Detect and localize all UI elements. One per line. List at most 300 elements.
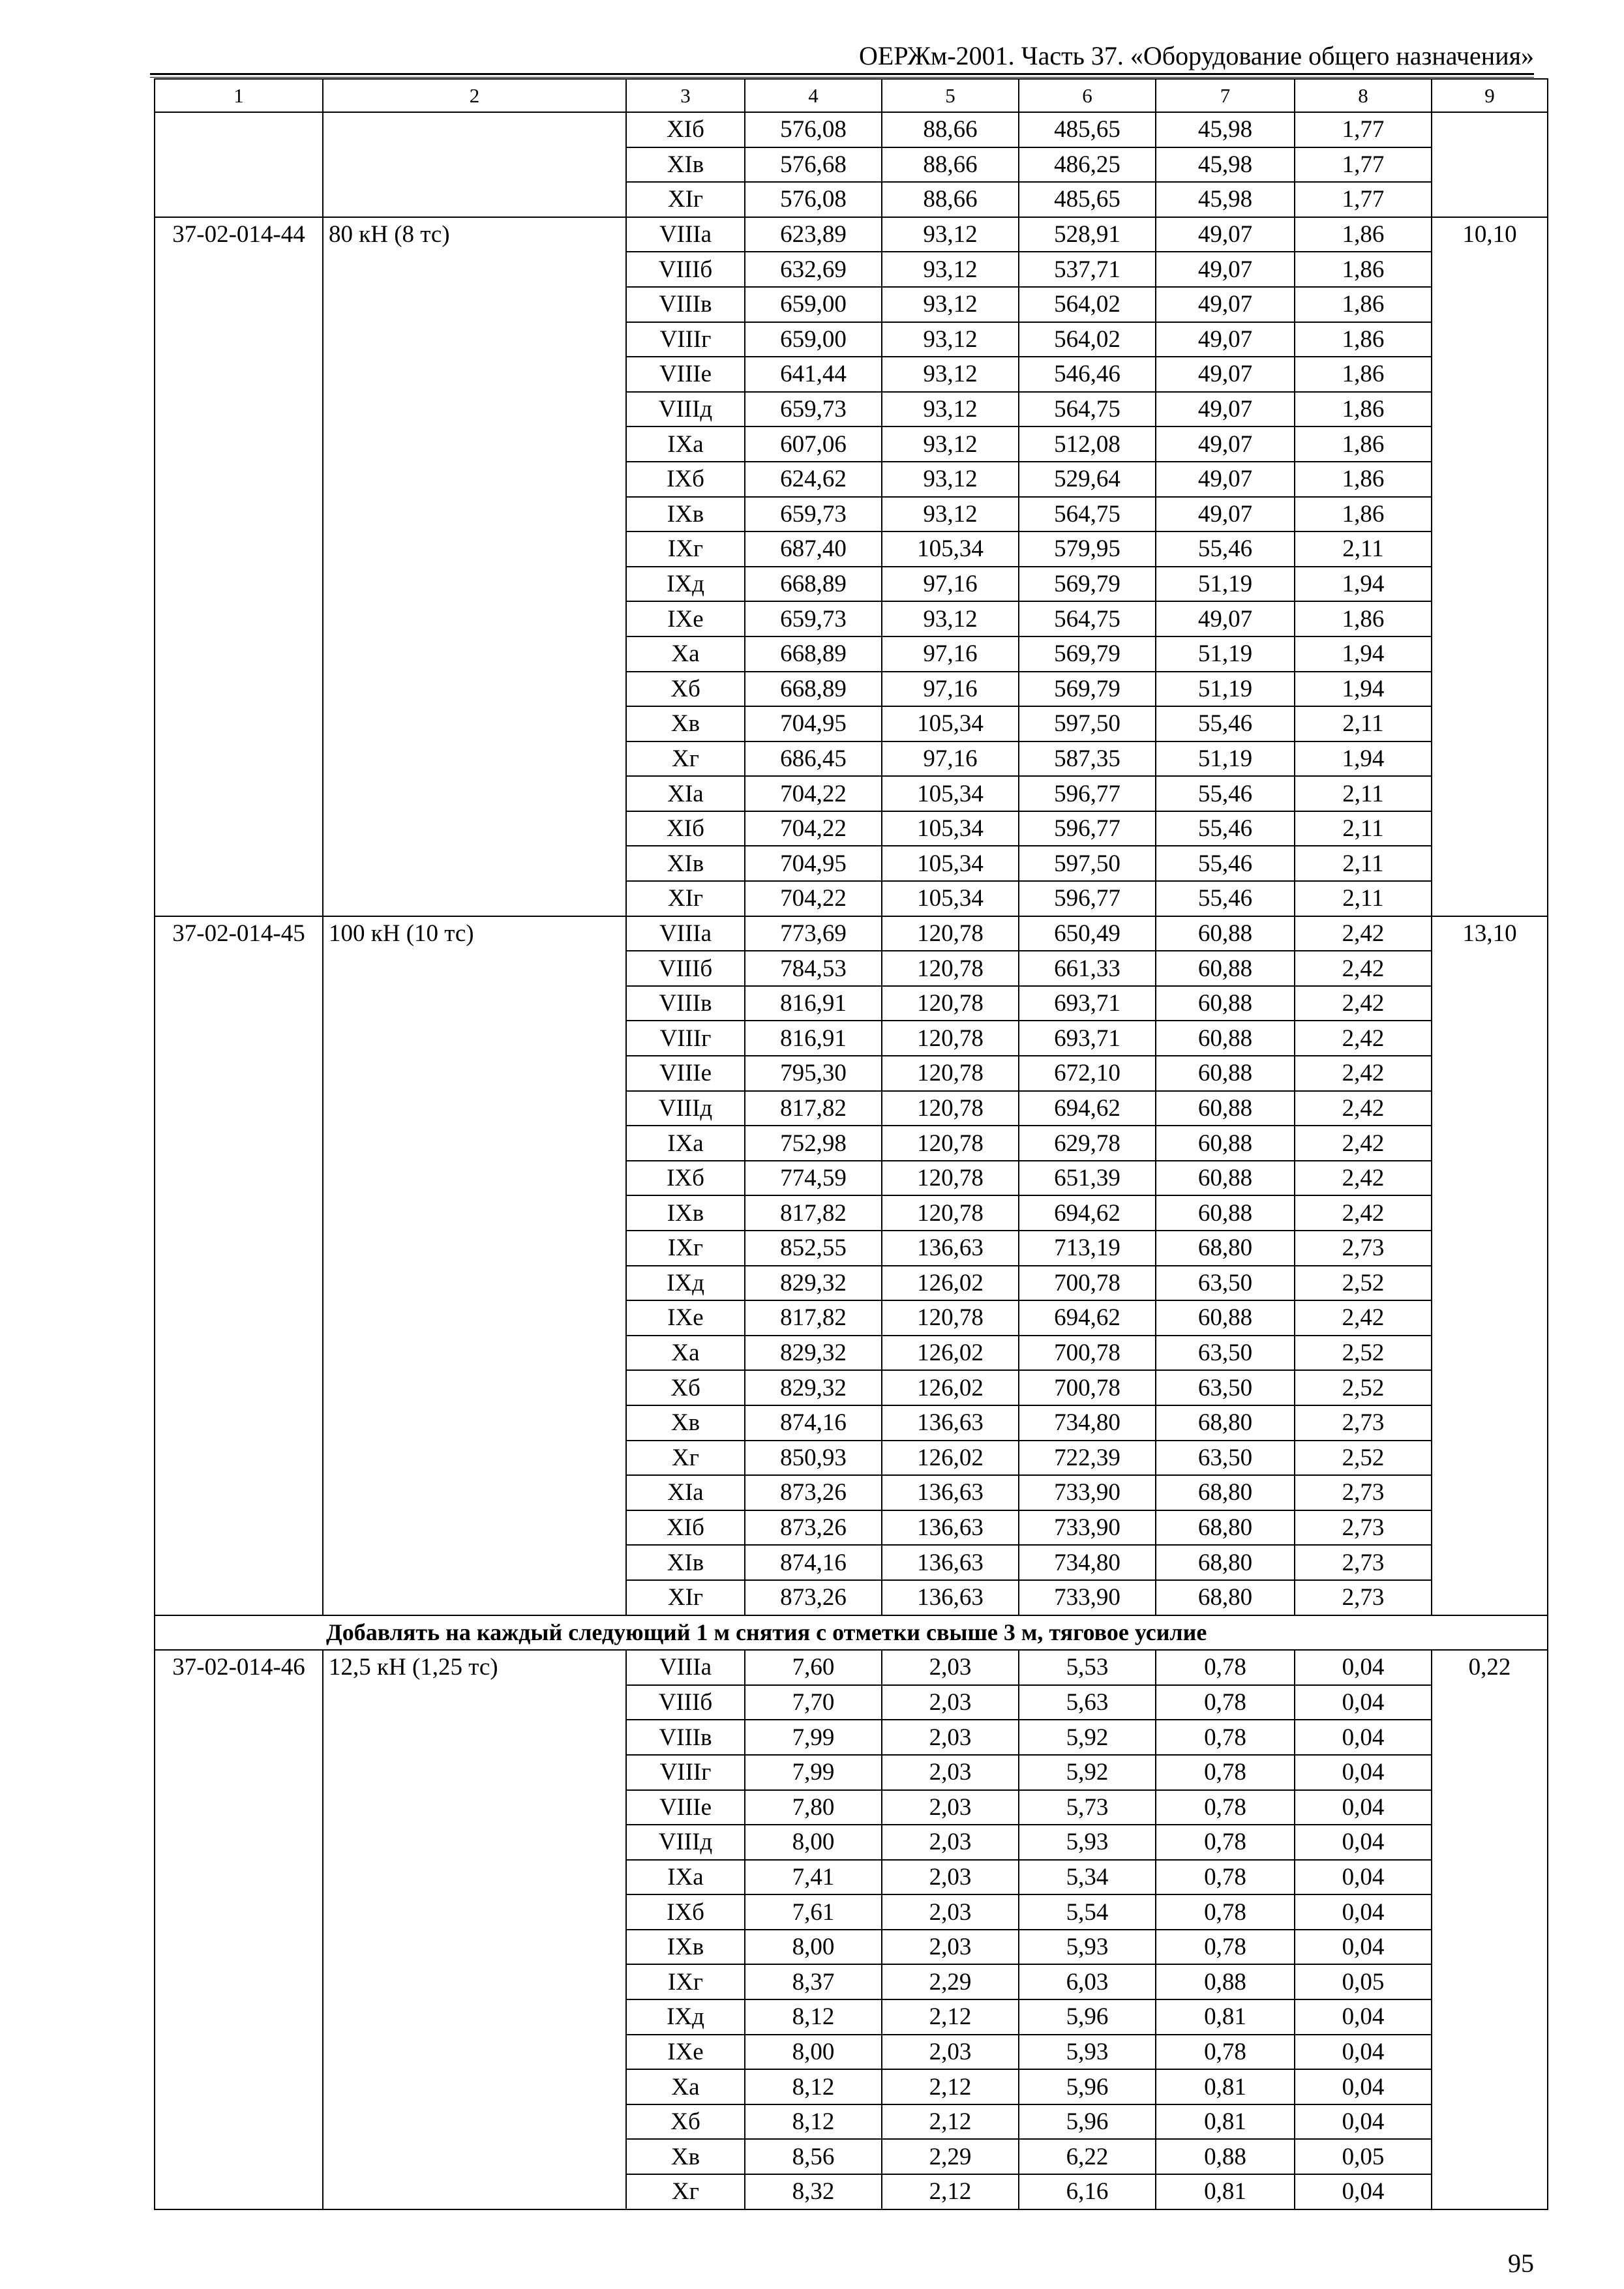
zone-cell: VIIIд [626, 1091, 745, 1126]
materials-cell: 1,86 [1295, 601, 1432, 636]
zone-cell: Xб [626, 672, 745, 707]
wages-cell: 2,12 [882, 1999, 1019, 2035]
total-cost-cell: 817,82 [745, 1195, 882, 1231]
materials-cell: 2,42 [1295, 986, 1432, 1021]
operator-wages-cell: 68,80 [1156, 1510, 1295, 1546]
zone-cell: XIв [626, 846, 745, 881]
operator-wages-cell: 0,81 [1156, 1999, 1295, 2035]
table-row [155, 112, 1548, 147]
total-cost-cell: 795,30 [745, 1056, 882, 1091]
labor-cell: 10,10 [1432, 217, 1548, 916]
materials-cell: 0,04 [1295, 1685, 1432, 1720]
zone-cell: IXд [626, 1999, 745, 2035]
materials-cell: 2,52 [1295, 1336, 1432, 1371]
wages-cell: 105,34 [882, 531, 1019, 567]
zone-cell: VIIIа [626, 916, 745, 951]
wages-cell: 93,12 [882, 462, 1019, 497]
machine-cost-cell: 569,79 [1019, 636, 1156, 672]
zone-cell: IXг [626, 1964, 745, 1999]
total-cost-cell: 576,08 [745, 112, 882, 147]
operator-wages-cell: 60,88 [1156, 986, 1295, 1021]
wages-cell: 136,63 [882, 1510, 1019, 1546]
machine-cost-cell: 733,90 [1019, 1580, 1156, 1615]
total-cost-cell: 752,98 [745, 1126, 882, 1161]
materials-cell: 1,94 [1295, 672, 1432, 707]
page-header: ОЕРЖм-2001. Часть 37. «Оборудование общего назначения» [859, 41, 1534, 70]
wages-cell: 2,29 [882, 1964, 1019, 1999]
materials-cell: 2,52 [1295, 1370, 1432, 1405]
total-cost-cell: 850,93 [745, 1441, 882, 1476]
zone-cell: XIг [626, 182, 745, 217]
zone-cell: IXа [626, 426, 745, 462]
operator-wages-cell: 49,07 [1156, 357, 1295, 392]
table-row [155, 916, 1548, 951]
total-cost-cell: 7,70 [745, 1685, 882, 1720]
materials-cell: 2,11 [1295, 531, 1432, 567]
operator-wages-cell: 49,07 [1156, 252, 1295, 287]
machine-cost-cell: 5,93 [1019, 1930, 1156, 1965]
machine-cost-cell: 5,96 [1019, 2104, 1156, 2140]
materials-cell: 2,42 [1295, 1021, 1432, 1056]
wages-cell: 2,03 [882, 1894, 1019, 1930]
zone-cell: IXб [626, 462, 745, 497]
total-cost-cell: 668,89 [745, 567, 882, 602]
operator-wages-cell: 60,88 [1156, 1091, 1295, 1126]
total-cost-cell: 659,00 [745, 287, 882, 322]
wages-cell: 2,03 [882, 1755, 1019, 1790]
wages-cell: 136,63 [882, 1580, 1019, 1615]
machine-cost-cell: 596,77 [1019, 881, 1156, 916]
machine-cost-cell: 512,08 [1019, 426, 1156, 462]
column-number: 9 [1432, 79, 1548, 112]
operator-wages-cell: 49,07 [1156, 497, 1295, 532]
zone-cell: VIIIа [626, 1650, 745, 1685]
operator-wages-cell: 0,78 [1156, 1720, 1295, 1755]
materials-cell: 2,52 [1295, 1441, 1432, 1476]
machine-cost-cell: 693,71 [1019, 986, 1156, 1021]
column-number: 6 [1019, 79, 1156, 112]
wages-cell: 93,12 [882, 601, 1019, 636]
total-cost-cell: 607,06 [745, 426, 882, 462]
materials-cell: 2,42 [1295, 1126, 1432, 1161]
wages-cell: 2,12 [882, 2104, 1019, 2140]
operator-wages-cell: 0,78 [1156, 1825, 1295, 1860]
wages-cell: 120,78 [882, 951, 1019, 986]
operator-wages-cell: 68,80 [1156, 1231, 1295, 1266]
materials-cell: 1,77 [1295, 182, 1432, 217]
operator-wages-cell: 0,78 [1156, 1650, 1295, 1685]
labor-cell: 0,22 [1432, 1650, 1548, 2209]
operator-wages-cell: 49,07 [1156, 462, 1295, 497]
materials-cell: 1,94 [1295, 567, 1432, 602]
operator-wages-cell: 0,78 [1156, 1755, 1295, 1790]
operator-wages-cell: 0,78 [1156, 1930, 1295, 1965]
total-cost-cell: 704,95 [745, 846, 882, 881]
machine-cost-cell: 694,62 [1019, 1300, 1156, 1336]
total-cost-cell: 873,26 [745, 1510, 882, 1546]
materials-cell: 2,73 [1295, 1545, 1432, 1580]
wages-cell: 88,66 [882, 112, 1019, 147]
materials-cell: 0,04 [1295, 2174, 1432, 2209]
zone-cell: VIIIе [626, 357, 745, 392]
wages-cell: 126,02 [882, 1441, 1019, 1476]
wages-cell: 105,34 [882, 881, 1019, 916]
total-cost-cell: 687,40 [745, 531, 882, 567]
total-cost-cell: 659,73 [745, 601, 882, 636]
total-cost-cell: 641,44 [745, 357, 882, 392]
machine-cost-cell: 564,75 [1019, 497, 1156, 532]
operator-wages-cell: 68,80 [1156, 1545, 1295, 1580]
machine-cost-cell: 5,53 [1019, 1650, 1156, 1685]
operator-wages-cell: 51,19 [1156, 636, 1295, 672]
zone-cell: IXа [626, 1860, 745, 1895]
wages-cell: 97,16 [882, 567, 1019, 602]
wages-cell: 105,34 [882, 846, 1019, 881]
total-cost-cell: 8,12 [745, 2069, 882, 2104]
operator-wages-cell: 55,46 [1156, 811, 1295, 846]
zone-cell: Xб [626, 1370, 745, 1405]
total-cost-cell: 668,89 [745, 672, 882, 707]
zone-cell: IXе [626, 1300, 745, 1336]
wages-cell: 93,12 [882, 252, 1019, 287]
total-cost-cell: 774,59 [745, 1161, 882, 1196]
machine-cost-cell: 596,77 [1019, 811, 1156, 846]
materials-cell: 1,86 [1295, 252, 1432, 287]
total-cost-cell: 659,73 [745, 392, 882, 427]
column-number: 8 [1295, 79, 1432, 112]
zone-cell: VIIIб [626, 1685, 745, 1720]
materials-cell: 1,86 [1295, 322, 1432, 357]
operator-wages-cell: 49,07 [1156, 217, 1295, 252]
total-cost-cell: 659,00 [745, 322, 882, 357]
materials-cell: 0,04 [1295, 1930, 1432, 1965]
wages-cell: 120,78 [882, 916, 1019, 951]
total-cost-cell: 576,08 [745, 182, 882, 217]
materials-cell: 2,11 [1295, 811, 1432, 846]
operator-wages-cell: 0,78 [1156, 1685, 1295, 1720]
operator-wages-cell: 0,78 [1156, 2035, 1295, 2070]
zone-cell: IXг [626, 531, 745, 567]
zone-cell: Xв [626, 1405, 745, 1441]
machine-cost-cell: 5,63 [1019, 1685, 1156, 1720]
operator-wages-cell: 55,46 [1156, 531, 1295, 567]
operator-wages-cell: 60,88 [1156, 1056, 1295, 1091]
wages-cell: 136,63 [882, 1405, 1019, 1441]
header-rule-thin [150, 77, 1534, 78]
zone-cell: IXе [626, 601, 745, 636]
machine-cost-cell: 564,02 [1019, 287, 1156, 322]
table-body [155, 79, 1548, 2209]
materials-cell: 2,52 [1295, 1266, 1432, 1301]
machine-cost-cell: 700,78 [1019, 1336, 1156, 1371]
machine-cost-cell: 694,62 [1019, 1195, 1156, 1231]
materials-cell: 1,86 [1295, 357, 1432, 392]
machine-cost-cell: 629,78 [1019, 1126, 1156, 1161]
materials-cell: 2,73 [1295, 1580, 1432, 1615]
zone-cell: XIг [626, 881, 745, 916]
operator-wages-cell: 55,46 [1156, 706, 1295, 741]
machine-cost-cell: 5,96 [1019, 2069, 1156, 2104]
total-cost-cell: 576,68 [745, 147, 882, 183]
code-cell: 37-02-014-44 [155, 217, 323, 916]
wages-cell: 97,16 [882, 672, 1019, 707]
operator-wages-cell: 0,81 [1156, 2069, 1295, 2104]
operator-wages-cell: 49,07 [1156, 601, 1295, 636]
materials-cell: 1,77 [1295, 112, 1432, 147]
total-cost-cell: 8,00 [745, 2035, 882, 2070]
table-row [155, 1650, 1548, 1685]
machine-cost-cell: 5,96 [1019, 1999, 1156, 2035]
machine-cost-cell: 713,19 [1019, 1231, 1156, 1266]
page-number: 95 [1508, 2249, 1534, 2278]
machine-cost-cell: 529,64 [1019, 462, 1156, 497]
machine-cost-cell: 733,90 [1019, 1510, 1156, 1546]
column-number: 1 [155, 79, 323, 112]
machine-cost-cell: 733,90 [1019, 1475, 1156, 1510]
wages-cell: 2,03 [882, 2035, 1019, 2070]
wages-cell: 120,78 [882, 1091, 1019, 1126]
materials-cell: 0,04 [1295, 1825, 1432, 1860]
wages-cell: 97,16 [882, 741, 1019, 777]
wages-cell: 2,29 [882, 2139, 1019, 2174]
total-cost-cell: 8,37 [745, 1964, 882, 1999]
total-cost-cell: 8,56 [745, 2139, 882, 2174]
zone-cell: Xг [626, 2174, 745, 2209]
operator-wages-cell: 55,46 [1156, 881, 1295, 916]
operator-wages-cell: 0,88 [1156, 2139, 1295, 2174]
total-cost-cell: 7,80 [745, 1790, 882, 1825]
materials-cell: 2,42 [1295, 916, 1432, 951]
machine-cost-cell: 700,78 [1019, 1370, 1156, 1405]
zone-cell: VIIIб [626, 951, 745, 986]
operator-wages-cell: 0,78 [1156, 1894, 1295, 1930]
total-cost-cell: 8,00 [745, 1930, 882, 1965]
operator-wages-cell: 63,50 [1156, 1336, 1295, 1371]
materials-cell: 0,04 [1295, 2104, 1432, 2140]
operator-wages-cell: 51,19 [1156, 741, 1295, 777]
column-number: 2 [323, 79, 626, 112]
operator-wages-cell: 68,80 [1156, 1475, 1295, 1510]
materials-cell: 1,86 [1295, 217, 1432, 252]
total-cost-cell: 7,41 [745, 1860, 882, 1895]
code-cell [155, 112, 323, 217]
materials-cell: 2,11 [1295, 776, 1432, 811]
materials-cell: 2,42 [1295, 1056, 1432, 1091]
machine-cost-cell: 569,79 [1019, 567, 1156, 602]
zone-cell: IXа [626, 1126, 745, 1161]
load-cell: 80 кН (8 тс) [323, 217, 626, 916]
machine-cost-cell: 5,73 [1019, 1790, 1156, 1825]
wages-cell: 2,03 [882, 1930, 1019, 1965]
zone-cell: XIг [626, 1580, 745, 1615]
zone-cell: VIIIд [626, 392, 745, 427]
operator-wages-cell: 49,07 [1156, 426, 1295, 462]
zone-cell: IXд [626, 567, 745, 602]
column-number-row [155, 79, 1548, 112]
machine-cost-cell: 5,54 [1019, 1894, 1156, 1930]
zone-cell: VIIIд [626, 1825, 745, 1860]
total-cost-cell: 829,32 [745, 1370, 882, 1405]
operator-wages-cell: 51,19 [1156, 567, 1295, 602]
zone-cell: Xв [626, 706, 745, 741]
materials-cell: 2,11 [1295, 706, 1432, 741]
wages-cell: 88,66 [882, 182, 1019, 217]
wages-cell: 2,03 [882, 1685, 1019, 1720]
zone-cell: Xб [626, 2104, 745, 2140]
machine-cost-cell: 597,50 [1019, 846, 1156, 881]
operator-wages-cell: 60,88 [1156, 1300, 1295, 1336]
zone-cell: XIб [626, 811, 745, 846]
zone-cell: XIб [626, 1510, 745, 1546]
materials-cell: 0,05 [1295, 1964, 1432, 1999]
operator-wages-cell: 60,88 [1156, 916, 1295, 951]
code-cell: 37-02-014-46 [155, 1650, 323, 2209]
wages-cell: 88,66 [882, 147, 1019, 183]
wages-cell: 93,12 [882, 287, 1019, 322]
materials-cell: 0,04 [1295, 1790, 1432, 1825]
zone-cell: VIIIб [626, 252, 745, 287]
total-cost-cell: 829,32 [745, 1266, 882, 1301]
materials-cell: 1,86 [1295, 426, 1432, 462]
machine-cost-cell: 6,03 [1019, 1964, 1156, 1999]
total-cost-cell: 8,00 [745, 1825, 882, 1860]
zone-cell: XIа [626, 1475, 745, 1510]
wages-cell: 93,12 [882, 217, 1019, 252]
machine-cost-cell: 672,10 [1019, 1056, 1156, 1091]
wages-cell: 93,12 [882, 357, 1019, 392]
zone-cell: VIIIв [626, 1720, 745, 1755]
operator-wages-cell: 0,78 [1156, 1790, 1295, 1825]
wages-cell: 2,12 [882, 2069, 1019, 2104]
machine-cost-cell: 546,46 [1019, 357, 1156, 392]
machine-cost-cell: 5,92 [1019, 1720, 1156, 1755]
machine-cost-cell: 597,50 [1019, 706, 1156, 741]
total-cost-cell: 624,62 [745, 462, 882, 497]
materials-cell: 0,04 [1295, 1894, 1432, 1930]
materials-cell: 0,04 [1295, 2035, 1432, 2070]
total-cost-cell: 773,69 [745, 916, 882, 951]
materials-cell: 0,04 [1295, 1999, 1432, 2035]
zone-cell: IXг [626, 1231, 745, 1266]
operator-wages-cell: 55,46 [1156, 846, 1295, 881]
operator-wages-cell: 63,50 [1156, 1266, 1295, 1301]
materials-cell: 2,73 [1295, 1510, 1432, 1546]
total-cost-cell: 817,82 [745, 1091, 882, 1126]
operator-wages-cell: 51,19 [1156, 672, 1295, 707]
total-cost-cell: 632,69 [745, 252, 882, 287]
wages-cell: 97,16 [882, 636, 1019, 672]
labor-cell [1432, 112, 1548, 217]
machine-cost-cell: 564,75 [1019, 601, 1156, 636]
total-cost-cell: 874,16 [745, 1405, 882, 1441]
machine-cost-cell: 661,33 [1019, 951, 1156, 986]
total-cost-cell: 873,26 [745, 1475, 882, 1510]
total-cost-cell: 704,22 [745, 881, 882, 916]
machine-cost-cell: 579,95 [1019, 531, 1156, 567]
operator-wages-cell: 49,07 [1156, 287, 1295, 322]
code-cell: 37-02-014-45 [155, 916, 323, 1615]
operator-wages-cell: 45,98 [1156, 147, 1295, 183]
machine-cost-cell: 569,79 [1019, 672, 1156, 707]
materials-cell: 1,94 [1295, 741, 1432, 777]
load-cell: 100 кН (10 тс) [323, 916, 626, 1615]
operator-wages-cell: 68,80 [1156, 1580, 1295, 1615]
total-cost-cell: 829,32 [745, 1336, 882, 1371]
machine-cost-cell: 694,62 [1019, 1091, 1156, 1126]
wages-cell: 136,63 [882, 1545, 1019, 1580]
wages-cell: 93,12 [882, 497, 1019, 532]
total-cost-cell: 704,22 [745, 811, 882, 846]
machine-cost-cell: 6,16 [1019, 2174, 1156, 2209]
materials-cell: 0,04 [1295, 1720, 1432, 1755]
zone-cell: Xг [626, 741, 745, 777]
total-cost-cell: 623,89 [745, 217, 882, 252]
wages-cell: 120,78 [882, 1021, 1019, 1056]
wages-cell: 105,34 [882, 811, 1019, 846]
zone-cell: Xг [626, 1441, 745, 1476]
table-row [155, 217, 1548, 252]
zone-cell: XIв [626, 147, 745, 183]
total-cost-cell: 704,95 [745, 706, 882, 741]
materials-cell: 2,42 [1295, 1161, 1432, 1196]
materials-cell: 1,86 [1295, 497, 1432, 532]
machine-cost-cell: 596,77 [1019, 776, 1156, 811]
operator-wages-cell: 60,88 [1156, 1161, 1295, 1196]
total-cost-cell: 8,32 [745, 2174, 882, 2209]
machine-cost-cell: 485,65 [1019, 112, 1156, 147]
wages-cell: 93,12 [882, 322, 1019, 357]
wages-cell: 120,78 [882, 1126, 1019, 1161]
machine-cost-cell: 5,92 [1019, 1755, 1156, 1790]
wages-cell: 105,34 [882, 776, 1019, 811]
materials-cell: 2,42 [1295, 1300, 1432, 1336]
column-number: 5 [882, 79, 1019, 112]
total-cost-cell: 668,89 [745, 636, 882, 672]
wages-cell: 2,03 [882, 1720, 1019, 1755]
operator-wages-cell: 45,98 [1156, 182, 1295, 217]
labor-cell: 13,10 [1432, 916, 1548, 1615]
operator-wages-cell: 55,46 [1156, 776, 1295, 811]
machine-cost-cell: 5,93 [1019, 1825, 1156, 1860]
zone-cell: XIв [626, 1545, 745, 1580]
total-cost-cell: 816,91 [745, 1021, 882, 1056]
zone-cell: Xа [626, 2069, 745, 2104]
section-heading: Добавлять на каждый следующий 1 м снятия с отметки свыше 3 м, тяговое усилие [155, 1615, 1548, 1651]
zone-cell: IXб [626, 1894, 745, 1930]
total-cost-cell: 874,16 [745, 1545, 882, 1580]
total-cost-cell: 8,12 [745, 2104, 882, 2140]
materials-cell: 0,04 [1295, 1755, 1432, 1790]
wages-cell: 120,78 [882, 1056, 1019, 1091]
machine-cost-cell: 537,71 [1019, 252, 1156, 287]
wages-cell: 2,03 [882, 1790, 1019, 1825]
wages-cell: 2,12 [882, 2174, 1019, 2209]
materials-cell: 2,42 [1295, 951, 1432, 986]
zone-cell: IXв [626, 1195, 745, 1231]
materials-cell: 0,04 [1295, 1860, 1432, 1895]
load-cell [323, 112, 626, 217]
wages-cell: 2,03 [882, 1860, 1019, 1895]
materials-cell: 2,42 [1295, 1091, 1432, 1126]
total-cost-cell: 704,22 [745, 776, 882, 811]
total-cost-cell: 659,73 [745, 497, 882, 532]
machine-cost-cell: 651,39 [1019, 1161, 1156, 1196]
operator-wages-cell: 60,88 [1156, 1195, 1295, 1231]
materials-cell: 1,86 [1295, 462, 1432, 497]
zone-cell: XIа [626, 776, 745, 811]
wages-cell: 2,03 [882, 1650, 1019, 1685]
wages-cell: 120,78 [882, 1300, 1019, 1336]
